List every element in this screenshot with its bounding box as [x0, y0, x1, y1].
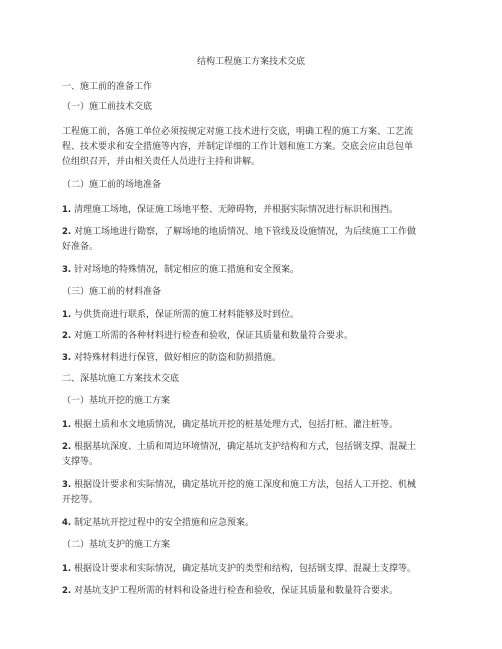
- list-text: 根据基坑深度、土质和周边环境情况，确定基坑支护结构和方式，包括钢支撑、混凝土: [71, 442, 417, 452]
- list-item: [62, 352, 448, 364]
- list-number: 2.: [62, 227, 72, 237]
- list-item: [62, 204, 448, 216]
- list-number: 3.: [62, 265, 72, 275]
- list-number: 1.: [62, 205, 72, 215]
- list-item: [62, 517, 448, 529]
- section-heading-1: 一、施工前的准备工作: [62, 82, 153, 92]
- subsection-heading-1-3: （三）施工前的材料准备: [62, 287, 162, 297]
- subsection-heading-2-1: （一）基坑开挖的施工方案: [62, 396, 171, 406]
- subsection-heading-2-2: （二）基坑支护的施工方案: [62, 540, 171, 550]
- list-text: 对特殊材料进行保管，做好相应的防盗和防损措施。: [71, 353, 282, 363]
- list-text: 对施工场地进行勘察，了解场地的地质情况、地下管线及设施情况，为后续施工工作做: [71, 227, 417, 237]
- section-heading-2: 二、深基坑施工方案技术交底: [62, 374, 180, 384]
- list-item: [62, 419, 448, 431]
- list-text: 制定基坑开挖过程中的安全措施和应急预案。: [71, 518, 255, 528]
- list-number: 2.: [62, 331, 72, 341]
- list-item: [62, 479, 448, 491]
- list-number: 1.: [62, 310, 72, 320]
- list-number: 1.: [62, 420, 72, 430]
- list-item: [62, 309, 448, 321]
- paragraph-line: 工程施工前，各施工单位必须按规定对施工技术进行交底，明确工程的施工方案、工艺流: [62, 127, 414, 137]
- list-item: [62, 585, 448, 597]
- paragraph-line: 程、技术要求和安全措施等内容，并制定详细的工作计划和施工方案。交底会应由总包单: [62, 142, 414, 152]
- list-number: 2.: [62, 442, 72, 452]
- list-number: 2.: [62, 586, 72, 596]
- list-item: [62, 264, 448, 276]
- document-title: 结构工程施工方案技术交底: [196, 57, 305, 67]
- list-text: 根据设计要求和实际情况，确定基坑开挖的施工深度和施工方法，包括人工开挖、机械: [71, 480, 417, 490]
- list-item-continuation: 好准备。: [62, 242, 99, 252]
- list-text: 对基坑支护工程所需的材料和设备进行检查和验收，保证其质量和数量符合要求。: [71, 586, 399, 596]
- subsection-heading-1-1: （一）施工前技术交底: [62, 102, 153, 112]
- list-text: 清理施工场地，保证施工场地平整、无障碍物，并根据实际情况进行标识和围挡。: [71, 205, 399, 215]
- list-item: [62, 441, 448, 453]
- list-text: 根据设计要求和实际情况，确定基坑支护的类型和结构，包括钢支撑、混凝土支撑等。: [71, 564, 417, 574]
- list-text: 对施工所需的各种材料进行检查和验收，保证其质量和数量符合要求。: [71, 331, 354, 341]
- list-number: 1.: [62, 564, 72, 574]
- list-text: 根据土质和水文地质情况，确定基坑开挖的桩基处理方式，包括打桩、灌注桩等。: [71, 420, 399, 430]
- list-item: [62, 330, 448, 342]
- list-number: 4.: [62, 518, 72, 528]
- list-text: 与供货商进行联系，保证所需的施工材料能够及时到位。: [71, 310, 300, 320]
- subsection-heading-1-2: （二）施工前的场地准备: [62, 180, 162, 190]
- list-item: [62, 563, 448, 575]
- list-number: 3.: [62, 480, 72, 490]
- list-item: [62, 226, 448, 238]
- paragraph-line: 位组织召开，并由相关责任人员进行主持和讲解。: [62, 157, 261, 167]
- list-text: 针对场地的特殊情况，制定相应的施工措施和安全预案。: [71, 265, 300, 275]
- list-item-continuation: 开挖等。: [62, 495, 99, 505]
- list-number: 3.: [62, 353, 72, 363]
- list-item-continuation: 支撑等。: [62, 457, 99, 467]
